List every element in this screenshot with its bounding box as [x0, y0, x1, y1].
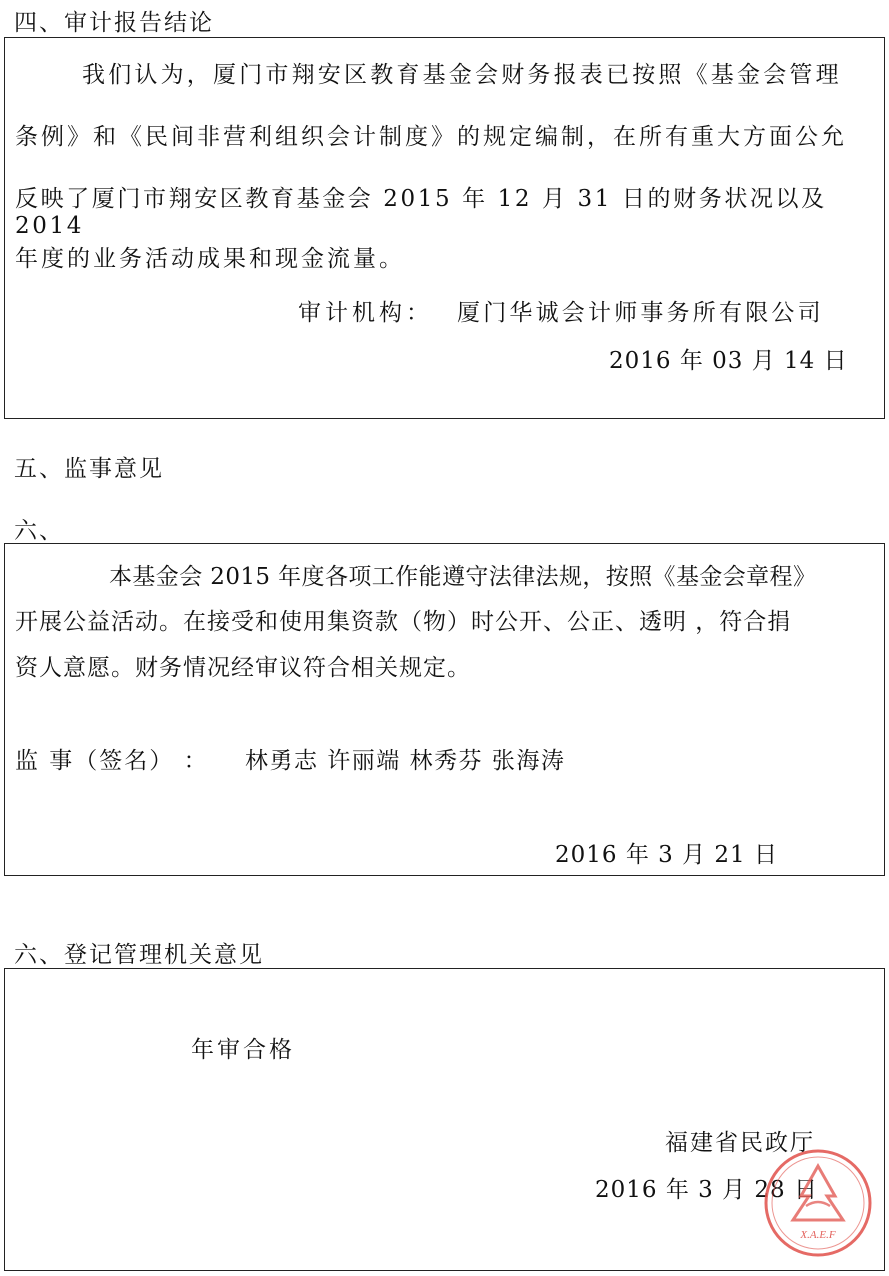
audit-paragraph-line-4: 年度的业务活动成果和现金流量。: [15, 246, 405, 272]
seal-text: X.A.E.F: [800, 1229, 836, 1241]
registration-opinion-box: [4, 968, 885, 1271]
audit-paragraph-line-2: 条例》和《民间非营利组织会计制度》的规定编制，在所有重大方面公允: [15, 124, 847, 150]
section-heading-audit-conclusion: 四、审计报告结论: [14, 10, 214, 36]
supervisor-paragraph-line-3: 资人意愿。财务情况经审议符合相关规定。: [15, 655, 471, 681]
registration-date: 2016 年 3 月 28 日: [595, 1177, 818, 1203]
audit-org-name: 厦门华诚会计师事务所有限公司: [457, 300, 824, 326]
registration-opinion-text: 年审合格: [191, 1037, 295, 1063]
supervisor-paragraph-line-1: 本基金会 2015 年度各项工作能遵守法律法规，按照《基金会章程》: [109, 564, 817, 590]
audit-paragraph-line-1: 我们认为，厦门市翔安区教育基金会财务报表已按照《基金会管理: [82, 62, 842, 88]
supervisor-sign-label: 监 事（签名） ：: [15, 748, 209, 774]
supervisor-opinion-box: [4, 543, 885, 876]
audit-conclusion-box: [4, 37, 885, 419]
audit-date: 2016 年 03 月 14 日: [609, 348, 848, 374]
supervisor-date: 2016 年 3 月 21 日: [555, 842, 778, 868]
supervisor-paragraph-line-2: 开展公益活动。在接受和使用集资款（物）时公开、公正、透明 ，符合捐: [15, 609, 792, 635]
section-heading-six: 六、: [14, 518, 64, 544]
foundation-seal-icon: [763, 1148, 873, 1258]
supervisor-signers: 林勇志 许丽端 林秀芬 张海涛: [245, 748, 566, 774]
section-heading-supervisor-opinion: 五、监事意见: [14, 456, 164, 482]
audit-org-label: 审计机构：: [298, 300, 433, 326]
audit-paragraph-line-3: 反映了厦门市翔安区教育基金会 2015 年 12 月 31 日的财务状况以及 2014: [15, 186, 827, 239]
registration-authority-name: 福建省民政厅: [665, 1130, 815, 1156]
section-heading-registration-authority: 六、登记管理机关意见: [14, 942, 264, 968]
